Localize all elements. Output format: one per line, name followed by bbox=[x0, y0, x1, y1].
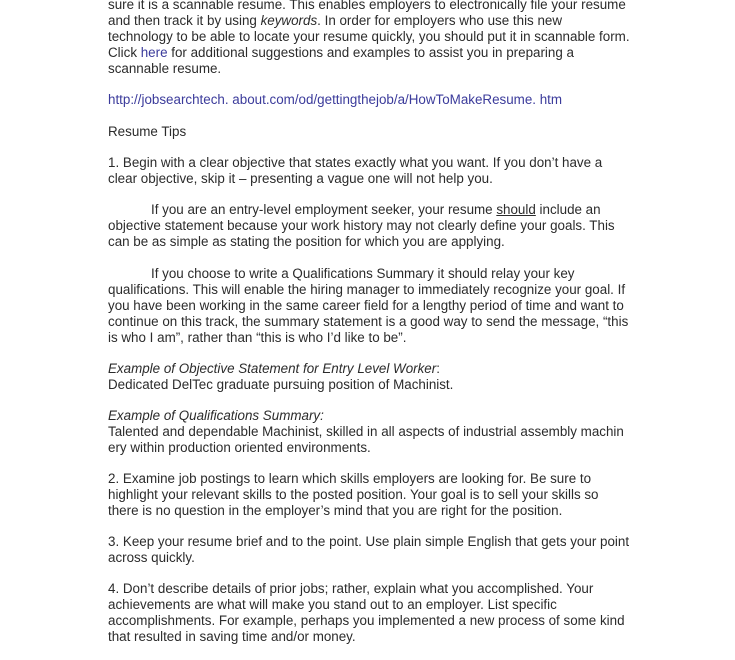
qualifications-paragraph: If you choose to write a Qualifications Summary it should relay your key qualifications. This will enable the hiring manager to immediately recognize your goal. If you have been working in the same career field for a lengthy period of time and want to continue on this track, the summary statement is a good way to send the message, “this is who I am”, rather than “this is who I’d like to be”. bbox=[108, 266, 629, 345]
entry-level-text-2: include an objective statement because your work history may not clearly define your goals. This can be as simple as stating the position for which you are applying. bbox=[108, 202, 615, 249]
resume-tips-heading: Resume Tips bbox=[108, 124, 187, 139]
qualifications-example-label: Example of Qualifications Summary: bbox=[108, 408, 324, 423]
qualifications-example bbox=[108, 408, 630, 456]
intro-text-3: for additional suggestions and examples to assist you in preparing a scannable resume. bbox=[108, 45, 574, 76]
intro-paragraph bbox=[108, 0, 630, 77]
intro-text-1: sure it is a scannable resume. This enables employers to electronically file your resume and then track it by using bbox=[108, 0, 626, 28]
intro-text-2: . In order for employers who use this new technology to be able to locate your resume quickly, you should put it in scannable form. Click bbox=[108, 13, 630, 60]
tip-3: 3. Keep your resume brief and to the point. Use plain simple English that gets your point across quickly. bbox=[108, 534, 630, 565]
resume-url-link[interactable]: http://jobsearchtech. about.com/od/gettingthejob/a/HowToMakeResume. htm bbox=[108, 92, 563, 107]
qualifications-example-text: Talented and dependable Machinist, skilled in all aspects of industrial assembly machin ery within production oriented environments. bbox=[108, 424, 624, 455]
objective-example-label: Example of Objective Statement for Entry Level Worker: bbox=[108, 361, 440, 376]
objective-example bbox=[108, 361, 630, 393]
here-link[interactable]: here bbox=[140, 45, 168, 60]
should-text: should bbox=[496, 202, 536, 217]
tip-4: 4. Don’t describe details of prior jobs; rather, explain what you accomplished. Your achievements are what will make you stand out to an employer. List specific accomplishments. For example, perhaps you implemented a new process of some kind that resulted in saving time and/or money. bbox=[108, 581, 625, 644]
document-page bbox=[108, 0, 630, 660]
keywords-text: keywords bbox=[260, 13, 318, 28]
tip-1: 1. Begin with a clear objective that states exactly what you want. If you don’t have a clear objective, skip it – presenting a vague one will not help you. bbox=[108, 155, 603, 186]
entry-level-paragraph bbox=[108, 202, 630, 250]
tip-2: 2. Examine job postings to learn which skills employers are looking for. Be sure to highlight your relevant skills to the posted position. Your goal is to sell your skills so there is no question in the employer’s mind that you are right for the position. bbox=[108, 471, 599, 518]
objective-example-text: Dedicated DelTec graduate pursuing position of Machinist. bbox=[108, 377, 454, 392]
entry-level-text-1: If you are an entry-level employment seeker, your resume bbox=[151, 202, 497, 217]
